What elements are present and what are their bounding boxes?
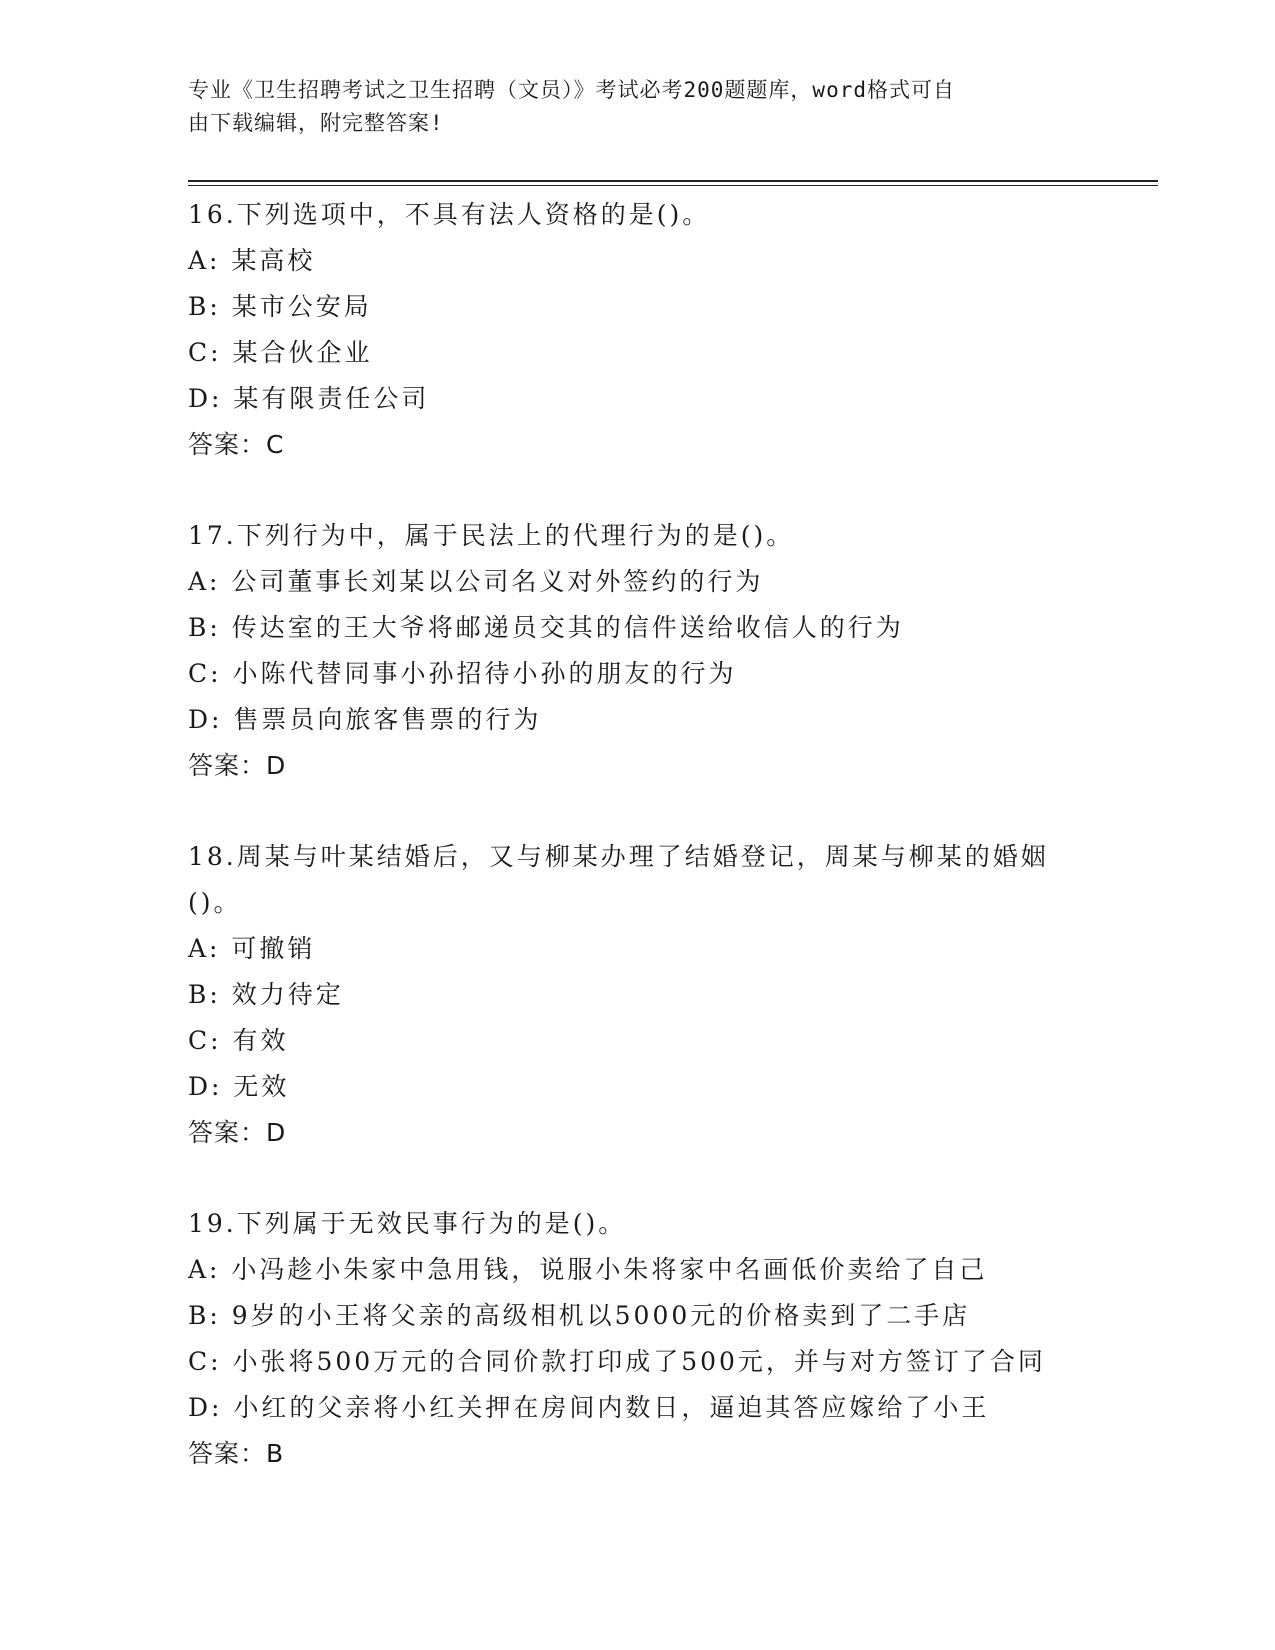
- header-rule-thin: [188, 185, 1158, 186]
- option-d: D: 售票员向旅客售票的行为: [188, 705, 542, 734]
- option-d: D: 无效: [188, 1072, 290, 1101]
- option-b: B: 效力待定: [188, 980, 344, 1009]
- option-c: C: 有效: [188, 1026, 289, 1055]
- option-d: D: 某有限责任公司: [188, 384, 430, 413]
- answer-line: 答案：C: [188, 430, 285, 459]
- option-a: A: 小冯趁小朱家中急用钱，说服小朱将家中名画低价卖给了自己: [188, 1255, 988, 1284]
- question-16: [188, 192, 1188, 468]
- option-b: B: 某市公安局: [188, 292, 372, 321]
- option-c: C: 小陈代替同事小孙招待小孙的朋友的行为: [188, 659, 737, 688]
- question-18: [188, 834, 1188, 1156]
- question-17: [188, 513, 1188, 789]
- option-a: A: 某高校: [188, 246, 316, 275]
- question-stem: 18.周某与叶某结婚后，又与柳某办理了结婚登记，周某与柳某的婚姻: [188, 842, 1049, 871]
- header-line-1: 专业《卫生招聘考试之卫生招聘（文员）》考试必考200题题库，word格式可自: [188, 78, 955, 102]
- header-rule-thick: [188, 180, 1158, 182]
- answer-line: 答案：D: [188, 1118, 287, 1147]
- option-b: B: 传达室的王大爷将邮递员交其的信件送给收信人的行为: [188, 613, 904, 642]
- question-stem-continued: ()。: [188, 888, 242, 917]
- option-a: A: 可撤销: [188, 934, 316, 963]
- question-19: [188, 1201, 1188, 1477]
- question-stem: 19.下列属于无效民事行为的是()。: [188, 1209, 627, 1238]
- option-a: A: 公司董事长刘某以公司名义对外签约的行为: [188, 567, 764, 596]
- option-d: D: 小红的父亲将小红关押在房间内数日，逼迫其答应嫁给了小王: [188, 1393, 990, 1422]
- question-list: [188, 192, 1188, 1522]
- option-c: C: 小张将500万元的合同价款打印成了500元，并与对方签订了合同: [188, 1347, 1046, 1376]
- question-stem: 17.下列行为中，属于民法上的代理行为的是()。: [188, 521, 795, 550]
- question-stem: 16.下列选项中，不具有法人资格的是()。: [188, 200, 711, 229]
- header-line-2: 由下载编辑，附完整答案!: [188, 111, 444, 135]
- answer-line: 答案：D: [188, 751, 287, 780]
- document-header: [188, 74, 1068, 140]
- option-c: C: 某合伙企业: [188, 338, 373, 367]
- option-b: B: 9岁的小王将父亲的高级相机以5000元的价格卖到了二手店: [188, 1301, 971, 1330]
- answer-line: 答案：B: [188, 1439, 285, 1468]
